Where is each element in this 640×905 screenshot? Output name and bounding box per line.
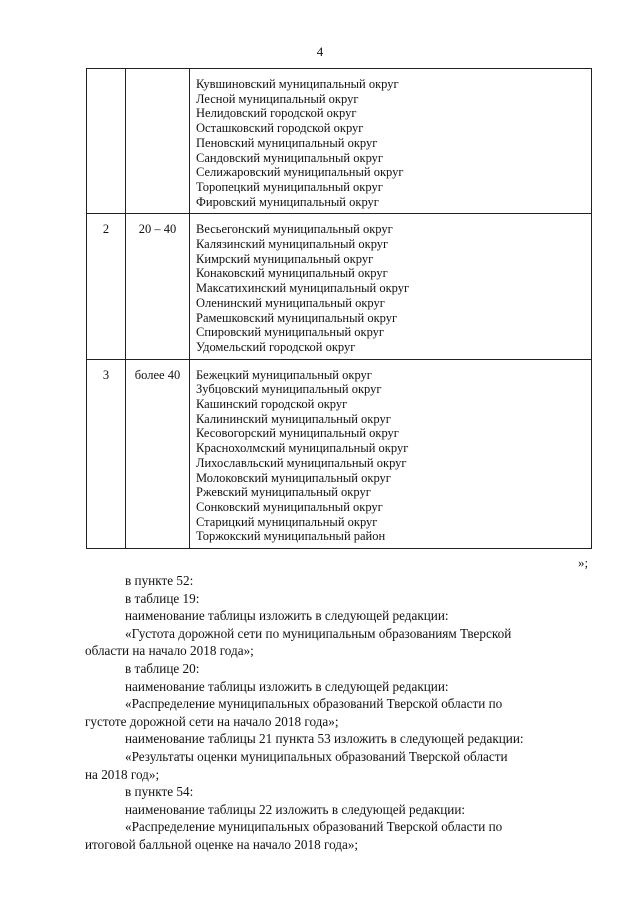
district-name: Лесной муниципальный округ: [196, 91, 359, 106]
density-range-cell: [126, 69, 190, 214]
text-line: наименование таблицы 21 пункта 53 изложить в следующей редакции:: [125, 731, 524, 747]
districts-table: [86, 68, 592, 549]
district-name: Старицкий муниципальный округ: [196, 514, 378, 529]
row-number-cell: 2: [87, 214, 126, 359]
district-name: Торжокский муниципальный район: [196, 529, 386, 544]
row-number-cell: 3: [87, 359, 126, 548]
text-line: в таблице 19:: [125, 590, 200, 606]
district-name: Спировский муниципальный округ: [196, 325, 385, 340]
district-name: Осташковский городской округ: [196, 121, 364, 136]
district-name: Селижаровский муниципальный округ: [196, 165, 404, 180]
text-line: наименование таблицы изложить в следующей редакции:: [125, 608, 449, 624]
text-line: «Распределение муниципальных образований Тверской области по: [125, 696, 503, 712]
district-name: Калининский муниципальный округ: [196, 411, 391, 426]
district-name: Краснохолмский муниципальный округ: [196, 441, 409, 456]
district-name: Зубцовский муниципальный округ: [196, 382, 382, 397]
district-name: Кувшиновский муниципальный округ: [196, 77, 399, 91]
text-line: «Густота дорожной сети по муниципальным образованиям Тверской: [125, 625, 512, 641]
text-line: густоте дорожной сети на начало 2018 года»;: [85, 713, 339, 729]
density-range-cell: более 40: [126, 359, 190, 548]
district-name: Кашинский городской округ: [196, 397, 348, 412]
text-line: на 2018 год»;: [85, 766, 160, 782]
row-number-cell: [87, 69, 126, 214]
district-name: Кесовогорский муниципальный округ: [196, 426, 399, 441]
density-range-cell: 20 – 40: [126, 214, 190, 359]
district-name: Бежецкий муниципальный округ: [196, 367, 372, 382]
table-row: [87, 69, 592, 214]
text-line: «Результаты оценки муниципальных образований Тверской области: [125, 748, 508, 764]
table-row: [87, 214, 592, 359]
district-name: Нелидовский городской округ: [196, 106, 357, 121]
district-name: Фировский муниципальный округ: [196, 194, 379, 209]
district-name: Кимрский муниципальный округ: [196, 251, 374, 266]
text-line: в пункте 54:: [125, 784, 194, 800]
district-name: Рамешковский муниципальный округ: [196, 310, 398, 325]
district-name: Сонковский муниципальный округ: [196, 499, 383, 514]
district-name: Весьегонский муниципальный округ: [196, 222, 393, 237]
closing-quote-mark: »;: [578, 555, 589, 570]
district-name: Конаковский муниципальный округ: [196, 266, 388, 281]
district-list-cell: [190, 69, 592, 214]
district-name: Молоковский муниципальный округ: [196, 470, 391, 485]
amendment-text: [85, 572, 587, 854]
district-name: Сандовский муниципальный округ: [196, 150, 384, 165]
district-name: Калязинский муниципальный округ: [196, 237, 389, 252]
district-name: Лихославльский муниципальный округ: [196, 455, 407, 470]
table-row: [87, 359, 592, 548]
text-line: наименование таблицы изложить в следующей редакции:: [125, 678, 449, 694]
district-name: Максатихинский муниципальный округ: [196, 281, 410, 296]
text-line: итоговой балльной оценке на начало 2018 года»;: [85, 836, 359, 852]
district-name: Пеновский муниципальный округ: [196, 135, 378, 150]
text-line: наименование таблицы 22 изложить в следующей редакции:: [125, 801, 466, 817]
district-list-cell: [190, 359, 592, 548]
district-name: Торопецкий муниципальный округ: [196, 179, 383, 194]
text-line: в пункте 52:: [125, 573, 194, 588]
text-line: области на начало 2018 года»;: [85, 643, 254, 659]
page-number: 4: [316, 44, 324, 59]
district-name: Ржевский муниципальный округ: [196, 485, 371, 500]
district-name: Удомельский городской округ: [196, 339, 356, 354]
text-line: «Распределение муниципальных образований Тверской области по: [125, 819, 503, 835]
district-list-cell: [190, 214, 592, 359]
district-name: Оленинский муниципальный округ: [196, 295, 385, 310]
table-body: [87, 69, 592, 549]
text-line: в таблице 20:: [125, 660, 200, 676]
